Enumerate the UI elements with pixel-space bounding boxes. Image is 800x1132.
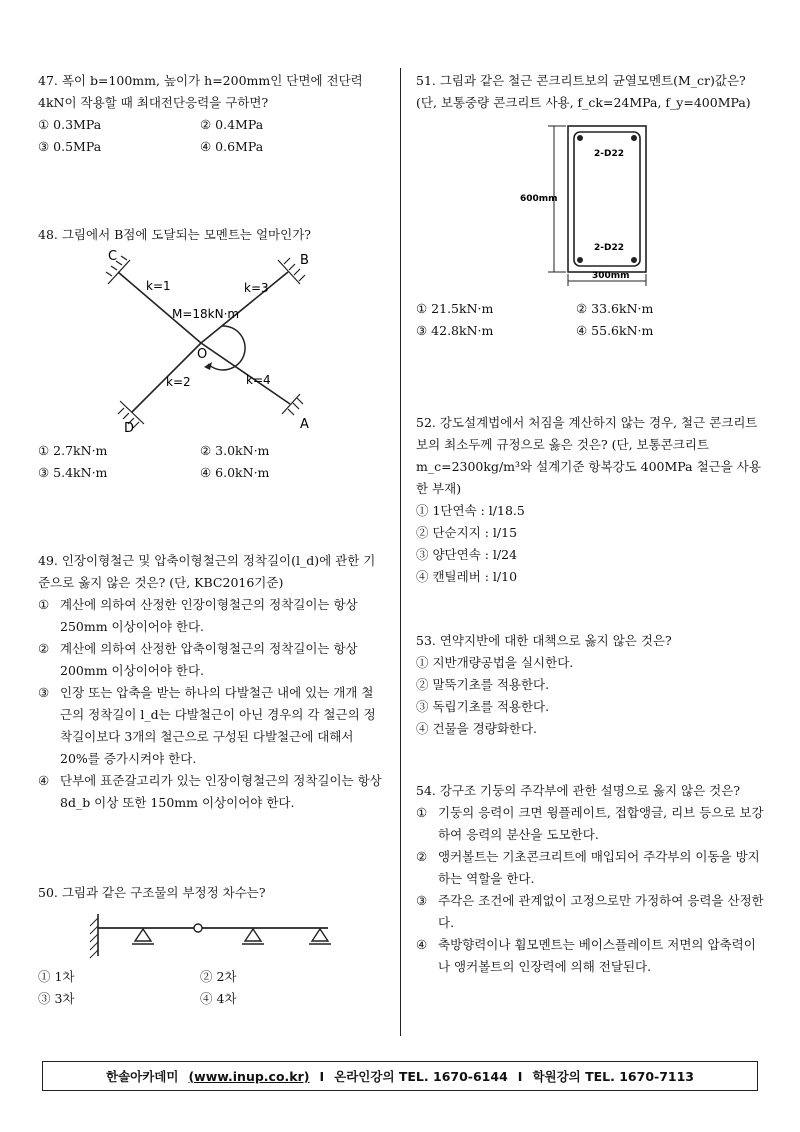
option[interactable]: ④ 0.6MPa [200,139,264,154]
pin-support [135,929,151,941]
option[interactable]: ① 1차 [38,969,75,984]
option[interactable]: ④ 축방향력이나 휨모멘트는 베이스플레이트 저면의 압축력이나 앵커볼트의 인장력에 의해 전달된다. [416,937,756,974]
option[interactable]: ③ 인장 또는 압축을 받는 하나의 다발철근 내에 있는 개개 철근의 정착길이 l_d는 다발철근이 아닌 경우의 각 철근의 정착길이보다 3개의 철근으로 구성된 다발철근에 대해서 20%를 증가시켜야 한다. [38,685,376,766]
question-49-options [38,594,383,814]
option[interactable]: ② 말뚝기초를 적용한다. [416,677,550,692]
option[interactable]: ① 0.3MPa [38,117,102,132]
option[interactable]: ① 계산에 의하여 산정한 인장이형철근의 정착길이는 항상 250mm 이상이어야 한다. [38,597,358,634]
question-54-options [416,802,766,978]
separator: I [517,1068,523,1084]
question-48-stem: 48. 그림에서 B점에 도달되는 모멘트는 얼마인가? [38,227,311,242]
label-k1: k=1 [146,279,171,293]
bottom-rebar-label: 2-D22 [594,243,624,253]
wall-hatch [90,918,98,958]
question-53-stem: 53. 연약지반에 대한 대책으로 옳지 않은 것은? [416,633,672,648]
option[interactable]: ① 2.7kN·m [38,443,108,458]
option[interactable]: ② 단순지지 : l/15 [416,525,518,540]
label-k4: k=4 [246,373,271,387]
option[interactable]: ① 1단연속 : l/18.5 [416,503,525,518]
option[interactable]: ① 지반개량공법을 실시한다. [416,655,574,670]
question-51-options [416,298,766,342]
label-moment: M=18kN·m [172,307,240,321]
question-50-options [38,966,383,1010]
question-51-stem: 51. 그림과 같은 철근 콘크리트보의 균열모멘트(M_cr)값은? (단, 보통중량 콘크리트 사용, f_ck=24MPa, f_y=400MPa) [416,73,751,110]
separator: I [319,1068,325,1084]
label-k3: k=3 [244,281,269,295]
moment-arrow-head [204,362,212,370]
label-o: O [197,347,208,362]
beam-section-diagram [416,114,766,286]
option[interactable]: ④ 4차 [200,991,237,1006]
question-50 [38,882,383,1010]
fixed-support-a [282,394,303,415]
question-47-options [38,114,383,158]
pin-support [312,929,328,941]
question-47-stem: 47. 폭이 b=100mm, 높이가 h=200mm인 단면에 전단력 4kN이 작용할 때 최대전단응력을 구하면? [38,73,363,110]
question-48-options [38,440,383,484]
question-53-options [416,652,766,740]
option[interactable]: ① 21.5kN·m [416,301,494,316]
label-a: A [300,417,309,432]
hinge [194,924,202,932]
frame-moment-diagram [38,246,383,438]
label-c: C [108,249,118,264]
question-54-stem: 54. 강구조 기둥의 주각부에 관한 설명으로 옳지 않은 것은? [416,783,741,798]
option[interactable]: ③ 양단연속 : l/24 [416,547,518,562]
option[interactable]: ④ 캔틸레버 : l/10 [416,569,518,584]
height-label: 600mm [520,194,558,204]
rebar [631,135,637,141]
option[interactable]: ② 2차 [200,969,237,984]
label-k2: k=2 [166,375,191,389]
academy-website-link[interactable]: (www.inup.co.kr) [188,1068,310,1084]
question-52-options [416,500,766,588]
option[interactable]: ③ 3차 [38,991,75,1006]
footer-contact-bar [42,1061,758,1091]
rebar [577,135,583,141]
academy-name: 한솔아카데미 [106,1069,179,1084]
option[interactable]: ④ 건물을 경량화한다. [416,721,538,736]
question-52-stem: 52. 강도설계법에서 처짐을 계산하지 않는 경우, 철근 콘크리트 보의 최소두께 규정으로 옳은 것은? (단, 보통콘크리트 m_c=2300kg/m³와 설계기준 항복강도 400MPa 철근을 사용한 부재) [416,415,761,496]
question-52 [416,412,766,588]
option[interactable]: ③ 주각은 조건에 관계없이 고정으로만 가정하여 응력을 산정한다. [416,893,764,930]
pin-support [245,929,261,941]
question-51 [416,70,766,342]
option[interactable]: ② 0.4MPa [200,117,264,132]
option[interactable]: ④ 단부에 표준갈고리가 있는 인장이형철근의 정착길이는 항상 8d_b 이상 또한 150mm 이상이어야 한다. [38,773,382,810]
option[interactable]: ② 33.6kN·m [576,301,654,316]
question-47 [38,70,383,158]
option[interactable]: ② 계산에 의하여 산정한 압축이형철근의 정착길이는 항상 200mm 이상이어야 한다. [38,641,358,678]
question-54 [416,780,766,978]
question-53 [416,630,766,740]
option[interactable]: ③ 0.5MPa [38,139,102,154]
option[interactable]: ④ 55.6kN·m [576,323,654,338]
question-50-stem: 50. 그림과 같은 구조물의 부정정 차수는? [38,885,266,900]
question-48 [38,224,383,484]
top-rebar-label: 2-D22 [594,149,624,159]
column-divider [400,68,401,1036]
question-49 [38,550,383,814]
option[interactable]: ③ 42.8kN·m [416,323,494,338]
label-b: B [300,253,309,268]
option[interactable]: ④ 6.0kN·m [200,465,270,480]
offline-phone: 학원강의 TEL. 1670-7113 [532,1069,694,1084]
rebar [631,257,637,263]
question-49-stem: 49. 인장이형철근 및 압축이형철근의 정착길이(l_d)에 관한 기준으로 옳지 않은 것은? (단, KBC2016기준) [38,553,376,590]
option[interactable]: ③ 독립기초를 적용한다. [416,699,550,714]
option[interactable]: ② 3.0kN·m [200,443,270,458]
width-label: 300mm [592,271,630,281]
option[interactable]: ① 기둥의 응력이 크면 윙플레이트, 접합앵글, 리브 등으로 보강하여 응력의 분산을 도모한다. [416,805,764,842]
label-d: D [124,421,135,436]
beam-structure-diagram [38,904,383,966]
option[interactable]: ② 앵커볼트는 기초콘크리트에 매입되어 주각부의 이동을 방지하는 역할을 한다. [416,849,760,886]
option[interactable]: ③ 5.4kN·m [38,465,108,480]
rebar [577,257,583,263]
online-phone: 온라인강의 TEL. 1670-6144 [334,1069,508,1084]
